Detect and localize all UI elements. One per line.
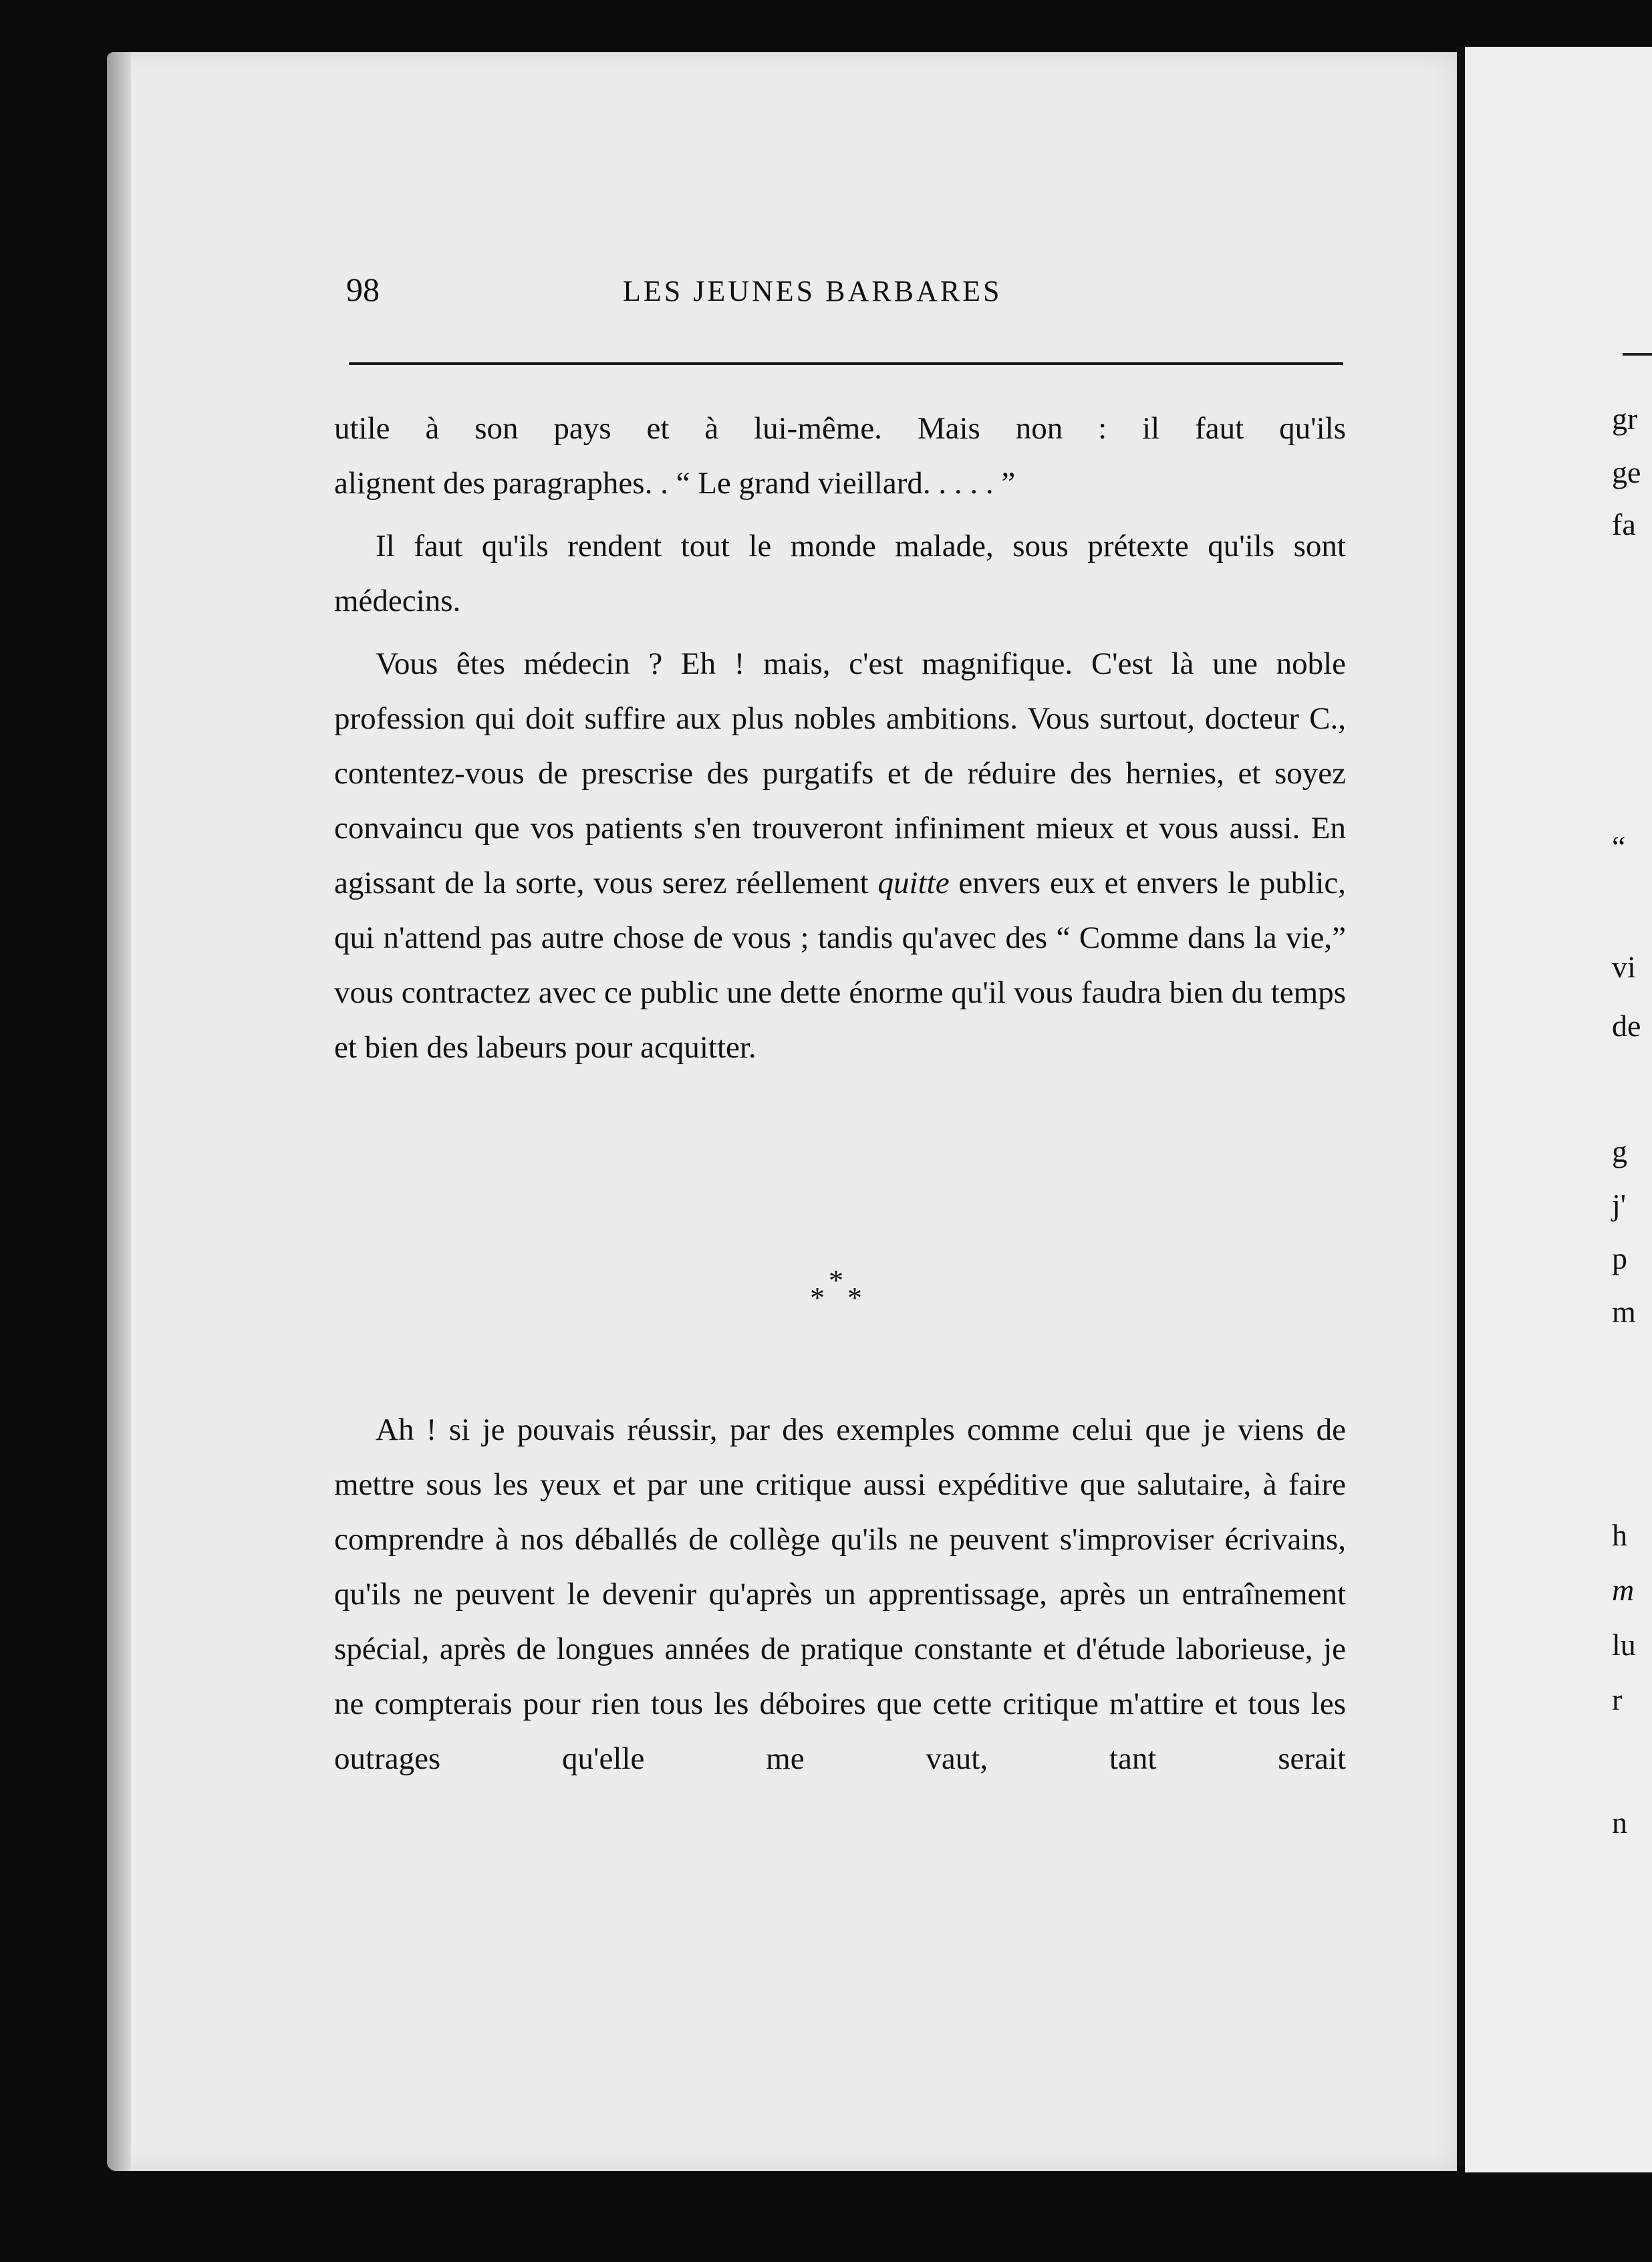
right-page-fragment: lu (1612, 1628, 1636, 1662)
asterism-star: * (829, 1264, 843, 1297)
right-page-fragment: n (1612, 1805, 1627, 1840)
right-page-fragment: vi (1612, 950, 1636, 984)
right-page-fragment: p (1612, 1241, 1627, 1275)
right-page-fragment: de (1612, 1009, 1641, 1043)
text-block-two (334, 1402, 1346, 1786)
paragraph-three-italic: quitte (877, 866, 950, 900)
right-page-fragment: fa (1612, 507, 1636, 541)
right-page-fragment: m (1612, 1573, 1635, 1607)
paragraph-three (334, 636, 1346, 1075)
book-gutter (1457, 47, 1465, 2166)
page-header (346, 270, 1349, 317)
text-block-one (334, 401, 1346, 1075)
paragraph-continuation-line1: utile à son pays et à lui-même. Mais non : il faut qu'ils (334, 411, 1346, 446)
right-page-fragment: h (1612, 1518, 1627, 1552)
left-page (107, 52, 1457, 2171)
paragraph-continuation-line2: alignent des paragraphes. . “ Le grand vieillard. . . . . ” (334, 466, 1016, 501)
paragraph-three-text-a: Vous êtes médecin ? Eh ! mais, c'est magnifique. C'est là une noble profession qui doit suffire aux plus nobles ambitions. Vous surtout, docteur C., contentez-vous de prescrise des purgatifs et de réduire des hernies, et soyez convaincu que vos patients s'en trouveront infiniment mieux et vous aussi. En agissant de la sorte, vous serez réellement (334, 646, 1346, 900)
right-page-fragment: ge (1612, 455, 1641, 489)
paragraph-three-text-b: envers eux et envers le public, qui n'attend pas autre chose de vous ; tandis qu'avec des “ Comme dans la vie,” vous contractez avec ce public une dette énorme qu'il vous faudra bien du temps et bien des labeurs pour acquitter. (334, 866, 1347, 1065)
right-page-fragment: g (1612, 1134, 1627, 1168)
running-title: LES JEUNES BARBARES (623, 275, 1002, 307)
asterism-ornament (810, 1263, 870, 1314)
right-page-fragment: j' (1612, 1188, 1627, 1222)
right-page-fragment: gr (1612, 402, 1638, 436)
right-page-fragment: r (1612, 1682, 1623, 1717)
asterism-star: * (810, 1281, 825, 1314)
paragraph-four: Ah ! si je pouvais réussir, par des exemples comme celui que je viens de mettre sous les yeux et par une critique aussi expéditive que salutaire, à faire comprendre à nos déballés de collège qu'ils ne peuvent s'improviser écrivains, qu'ils ne peuvent le devenir qu'après un apprentissage, après un entraînement spécial, après de longues années de pratique constante et d'étude laborieuse, je ne compterais pour rien tous les déboires que cette critique m'attire et tous les outrages qu'elle me vaut, tant serait (334, 1412, 1346, 1776)
right-page-fragment: “ (1612, 830, 1626, 864)
paragraph-two: Il faut qu'ils rendent tout le monde malade, sous prétexte qu'ils sont médecins. (334, 529, 1346, 618)
right-page (1465, 47, 1652, 2172)
right-page-header-rule (1623, 353, 1652, 356)
page-number: 98 (346, 271, 380, 308)
asterism-star: * (847, 1281, 862, 1314)
header-rule (349, 362, 1343, 365)
right-page-fragment: m (1612, 1295, 1636, 1329)
